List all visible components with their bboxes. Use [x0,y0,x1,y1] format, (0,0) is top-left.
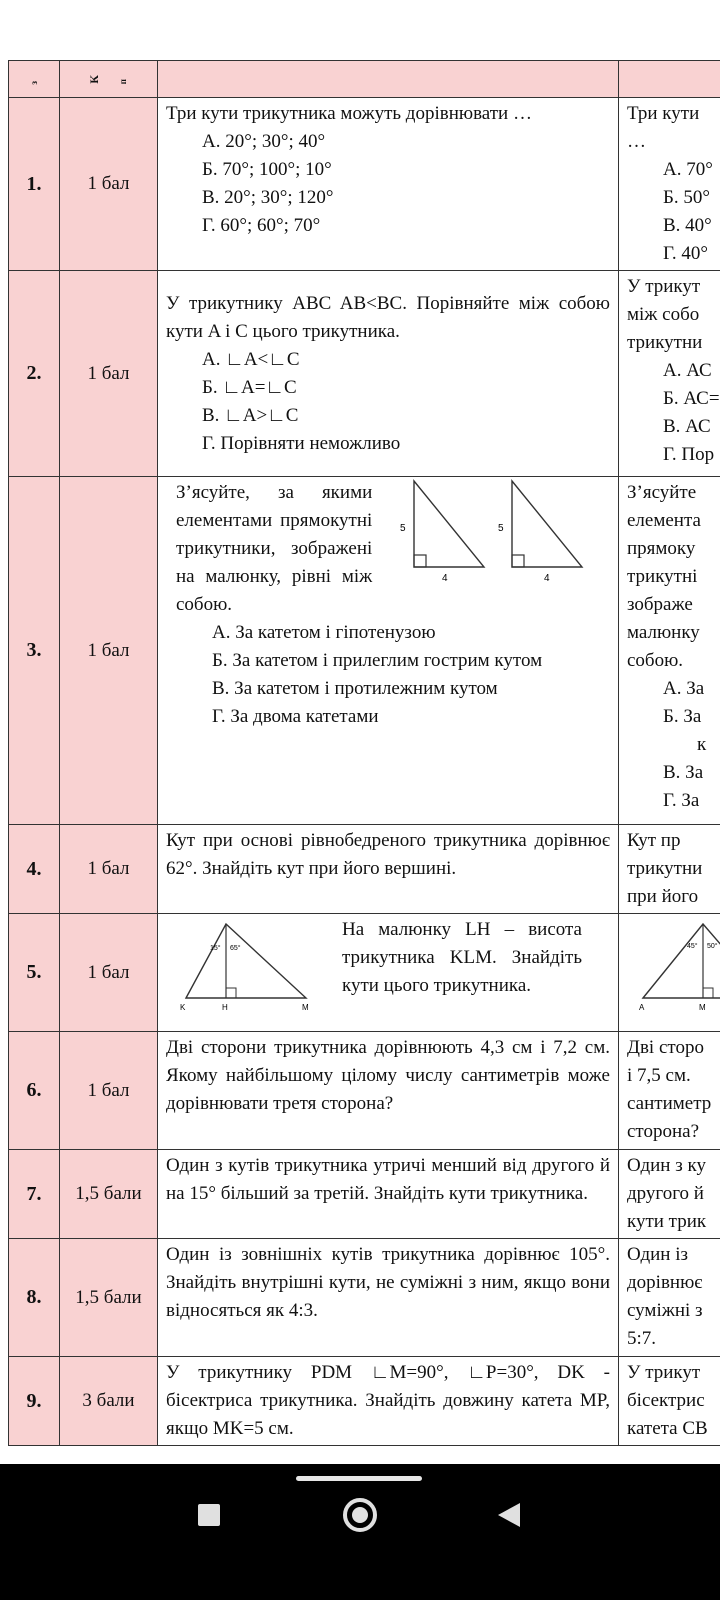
header-text-3: п [117,78,128,84]
v2-line: суміжні з [627,1300,703,1321]
vertex-m-label: M [302,1003,309,1012]
option: А. ∟A<∟C [202,348,300,370]
row-number: 9. [9,1357,60,1446]
row-number: 7. [9,1150,60,1239]
v2-line: Б. За [663,706,702,727]
header-text-2: К [87,75,102,84]
v2-line: малюнку [627,622,700,643]
option: Г. Порівняти неможливо [202,432,401,454]
v2-line: В. За [663,762,704,783]
row-points: 1 бал [60,477,158,825]
v2-line: трикутни [627,858,703,879]
question-cell [158,98,619,271]
row-number: 3. [9,477,60,825]
table-row [9,914,720,1032]
question-cell-variant2 [619,914,720,1032]
question-cell [158,914,619,1032]
v2-line: Дві сторо [627,1037,704,1058]
v2-line: Г. Пор [663,444,715,465]
question-cell-variant2 [619,1357,720,1446]
row-number: 4. [9,825,60,914]
v2-line: У трикут [627,276,701,297]
v2-line: А. 70° [663,159,713,180]
v2-line: Кут пр [627,830,681,851]
vertex-m-label: M [699,1003,706,1012]
table-row [9,825,720,914]
angle-label-45: 45° [687,943,698,950]
angle-label-65: 65° [230,945,241,952]
question-cell-variant2 [619,1032,720,1150]
row-number: 6. [9,1032,60,1150]
question-text: У трикутнику PDM ∟M=90°, ∟P=30°, DK - бісектриса трикутника. Знайдіть довжину катета MP, якщо MK=5 см. [158,1357,619,1446]
question-cell-variant2 [619,1150,720,1239]
question-text: Дві сторони трикутника дорівнюють 4,3 см і 7,2 см. Якому найбільшому цілому числу сантиметрів може дорівнювати третя сторона? [158,1032,619,1150]
option: Б. За катетом і прилеглим гострим кутом [212,650,543,671]
v2-line: 5:7. [627,1328,657,1349]
v2-line: У трикут [627,1362,701,1383]
nav-icons [0,1464,720,1600]
v2-line: собою. [627,650,684,671]
vertex-k-label: K [180,1003,186,1012]
table-row [9,98,720,271]
v2-line: сантиметр [627,1093,712,1114]
v2-line: бісектрис [627,1390,705,1411]
leg-label-2: 5 [498,523,504,534]
question-text: Один із зовнішніх кутів трикутника дорівнює 105°. Знайдіть внутрішні кути, не суміжні з ним, якщо вони відносяться як 4:3. [158,1239,619,1357]
row-points: 1 бал [60,98,158,271]
v2-line: Г. За [663,790,700,811]
header-cell-number [9,61,60,98]
angle-label-50: 50° [707,943,718,950]
row-number: 1. [9,98,60,271]
triangle-klm-figure [166,920,336,1020]
row-points: 1 бал [60,271,158,477]
table-row [9,477,720,825]
question-text: На малюнку LH – висота трикутника KLM. Знайдіть кути цього трикутника. [342,919,582,996]
row-points: 1,5 бали [60,1239,158,1357]
v2-line: зображе [627,594,693,615]
angle-label-15: 15° [210,945,221,952]
row-points: 1 бал [60,914,158,1032]
v2-line: елемента [627,510,701,531]
v2-line: к [697,734,707,755]
question-with-figure [166,916,610,1020]
v2-line: В. АС [663,416,711,437]
option: А. 20°; 30°; 40° [202,131,326,152]
option: А. За катетом і гіпотенузою [212,622,436,643]
options-list [166,128,610,240]
row-points: 1 бал [60,1032,158,1150]
question-cell-variant2 [619,477,720,825]
question-cell-variant2 [619,98,720,271]
v2-line: катета СВ [627,1418,708,1439]
leg-label-1: 5 [400,523,406,534]
right-triangles-figure [384,479,610,599]
question-cell [158,271,619,477]
option: В. ∟A>∟C [202,404,299,426]
v2-line: З’ясуйте [627,482,697,503]
v2-line: Один із [627,1244,689,1265]
table-row [9,1357,720,1446]
v2-line: трикутни [627,332,703,353]
row-points: 3 бали [60,1357,158,1446]
top-margin [0,0,720,60]
option: Б. 70°; 100°; 10° [202,159,332,180]
vertex-h-label: H [222,1003,228,1012]
v2-line: Три кути [627,103,700,124]
v2-line: А. За [663,678,705,699]
option: В. За катетом і протилежним кутом [212,678,498,699]
v2-line: прямоку [627,538,696,559]
options-list [166,346,610,458]
option: Г. 60°; 60°; 70° [202,215,321,236]
header-cell-points [60,61,158,98]
v2-line: … [627,131,646,152]
header-text-1: з [29,80,39,85]
option: Г. За двома катетами [212,706,379,727]
test-table [8,60,720,1446]
question-cell-variant2 [619,825,720,914]
options-list [176,619,610,731]
question-cell [158,477,619,825]
row-number: 5. [9,914,60,1032]
triangle-back-icon[interactable] [498,1503,520,1527]
v2-line: між собо [627,304,700,325]
v2-line: А. АС [663,360,712,381]
v2-line: кути трик [627,1211,707,1232]
base-label-1: 4 [442,573,448,584]
question-text: Три кути трикутника можуть дорівнювати … [166,103,532,124]
option: В. 20°; 30°; 120° [202,187,334,208]
row-number: 2. [9,271,60,477]
row-points: 1 бал [60,825,158,914]
header-cell-variant2 [619,61,720,98]
question-text: У трикутнику ABC AB<BC. Порівняйте між собою кути A і C цього трикутника. [166,292,610,342]
circle-icon[interactable] [345,1500,375,1530]
v2-line: Один з ку [627,1155,706,1176]
android-navigation-bar [0,1464,720,1600]
v2-line: сторона? [627,1121,700,1142]
v2-line: Б. 50° [663,187,711,208]
table-row [9,1150,720,1239]
question-text: Кут при основі рівнобедреного трикутника дорівнює 62°. Знайдіть кут при його вершині. [158,825,619,914]
v2-line: Б. АС= [663,388,720,409]
v2-line: і 7,5 см. [627,1065,691,1086]
v2-line: В. 40° [663,215,712,236]
header-cell-variant1 [158,61,619,98]
triangle-figure-variant2 [627,920,720,1020]
v2-line: дорівнює [627,1272,703,1293]
v2-line: другого й [627,1183,704,1204]
question-text: З’ясуйте, за якими елементами прямокутні трикутники, зображені на малюнку, рівні між собою. [176,482,373,615]
question-with-figure [176,479,610,619]
v2-line: трикутні [627,566,698,587]
question-cell-variant2 [619,1239,720,1357]
vertex-a-label: A [639,1003,645,1012]
question-text: Один з кутів трикутника утричі менший від другого й на 15° більший за третій. Знайдіть кути трикутника. [158,1150,619,1239]
v2-line: при його [627,886,699,907]
option: Б. ∟A=∟C [202,376,297,398]
base-label-2: 4 [544,573,550,584]
row-points: 1,5 бали [60,1150,158,1239]
table-row [9,1239,720,1357]
row-number: 8. [9,1239,60,1357]
table-row [9,271,720,477]
table-header-row [9,61,720,98]
square-icon[interactable] [198,1504,220,1526]
v2-line: Г. 40° [663,243,708,264]
table-row [9,1032,720,1150]
question-cell-variant2 [619,271,720,477]
